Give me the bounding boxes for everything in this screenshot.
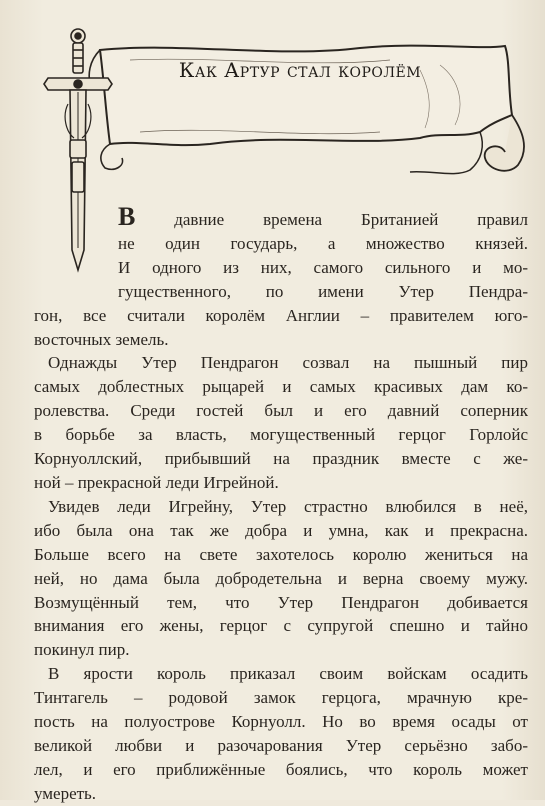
text-line: пость на полуострове Корнуолл. Но во время осады от [34, 712, 528, 732]
text-line: восточных земель. [34, 329, 169, 349]
chapter-title: Как Артур стал королём [178, 58, 422, 82]
paragraph-3 [34, 495, 528, 662]
text-line: покинул пир. [34, 640, 130, 660]
paragraph-1 [34, 202, 528, 351]
text-line: И одного из них, самого сильного и мо- [118, 257, 528, 277]
text-line: не один государь, а множество князей. [118, 233, 528, 253]
text-line: ной – прекрасной леди Игрейной. [34, 472, 279, 492]
text-line: внимания его жены, герцог с супругой спешно и тайно [34, 616, 528, 636]
text-line: Больше всего на свете захотелось королю жениться на [34, 544, 528, 564]
drop-cap: В [118, 202, 136, 231]
text-line: Корнуоллский, прибывший на праздник вместе с же- [34, 449, 528, 469]
text-line: ней, но дама была добродетельна и верна своему мужу. [34, 568, 528, 588]
text-line: В ярости король приказал своим войскам осадить [48, 664, 528, 684]
text-line: самых доблестных рыцарей и самых красивых дам ко- [34, 377, 528, 397]
text-line: Увидев леди Игрейну, Утер страстно влюбился в неё, [48, 496, 528, 516]
text-line: Тинтагель – родовой замок герцога, мрачную кре- [34, 688, 528, 708]
text-line: умереть. [34, 783, 97, 803]
text-line: великой любви и разочарования Утер серьёзно забо- [34, 735, 528, 755]
body-text [34, 202, 528, 806]
paragraph-2 [34, 351, 528, 494]
text-line: ибо была она так же добра и умна, как и прекрасна. [34, 520, 528, 540]
text-line: Возмущённый тем, что Утер Пендрагон добивается [34, 592, 528, 612]
paragraph-4 [34, 662, 528, 805]
text-line: Однажды Утер Пендрагон созвал на пышный пир [48, 353, 528, 373]
text-line: гон, все считали королём Англии – правителем юго- [34, 305, 528, 325]
text-line: в борьбе за власть, могущественный герцог Горлойс [34, 425, 528, 445]
text-line: ролевства. Среди гостей был и его давний соперник [34, 401, 528, 421]
text-line: гущественного, по имени Утер Пендра- [118, 281, 528, 301]
text-line: лел, и его приближённые боялись, что король может [34, 759, 528, 779]
text-line-content: давние времена Британией правил [135, 210, 528, 229]
text-line [34, 202, 528, 232]
